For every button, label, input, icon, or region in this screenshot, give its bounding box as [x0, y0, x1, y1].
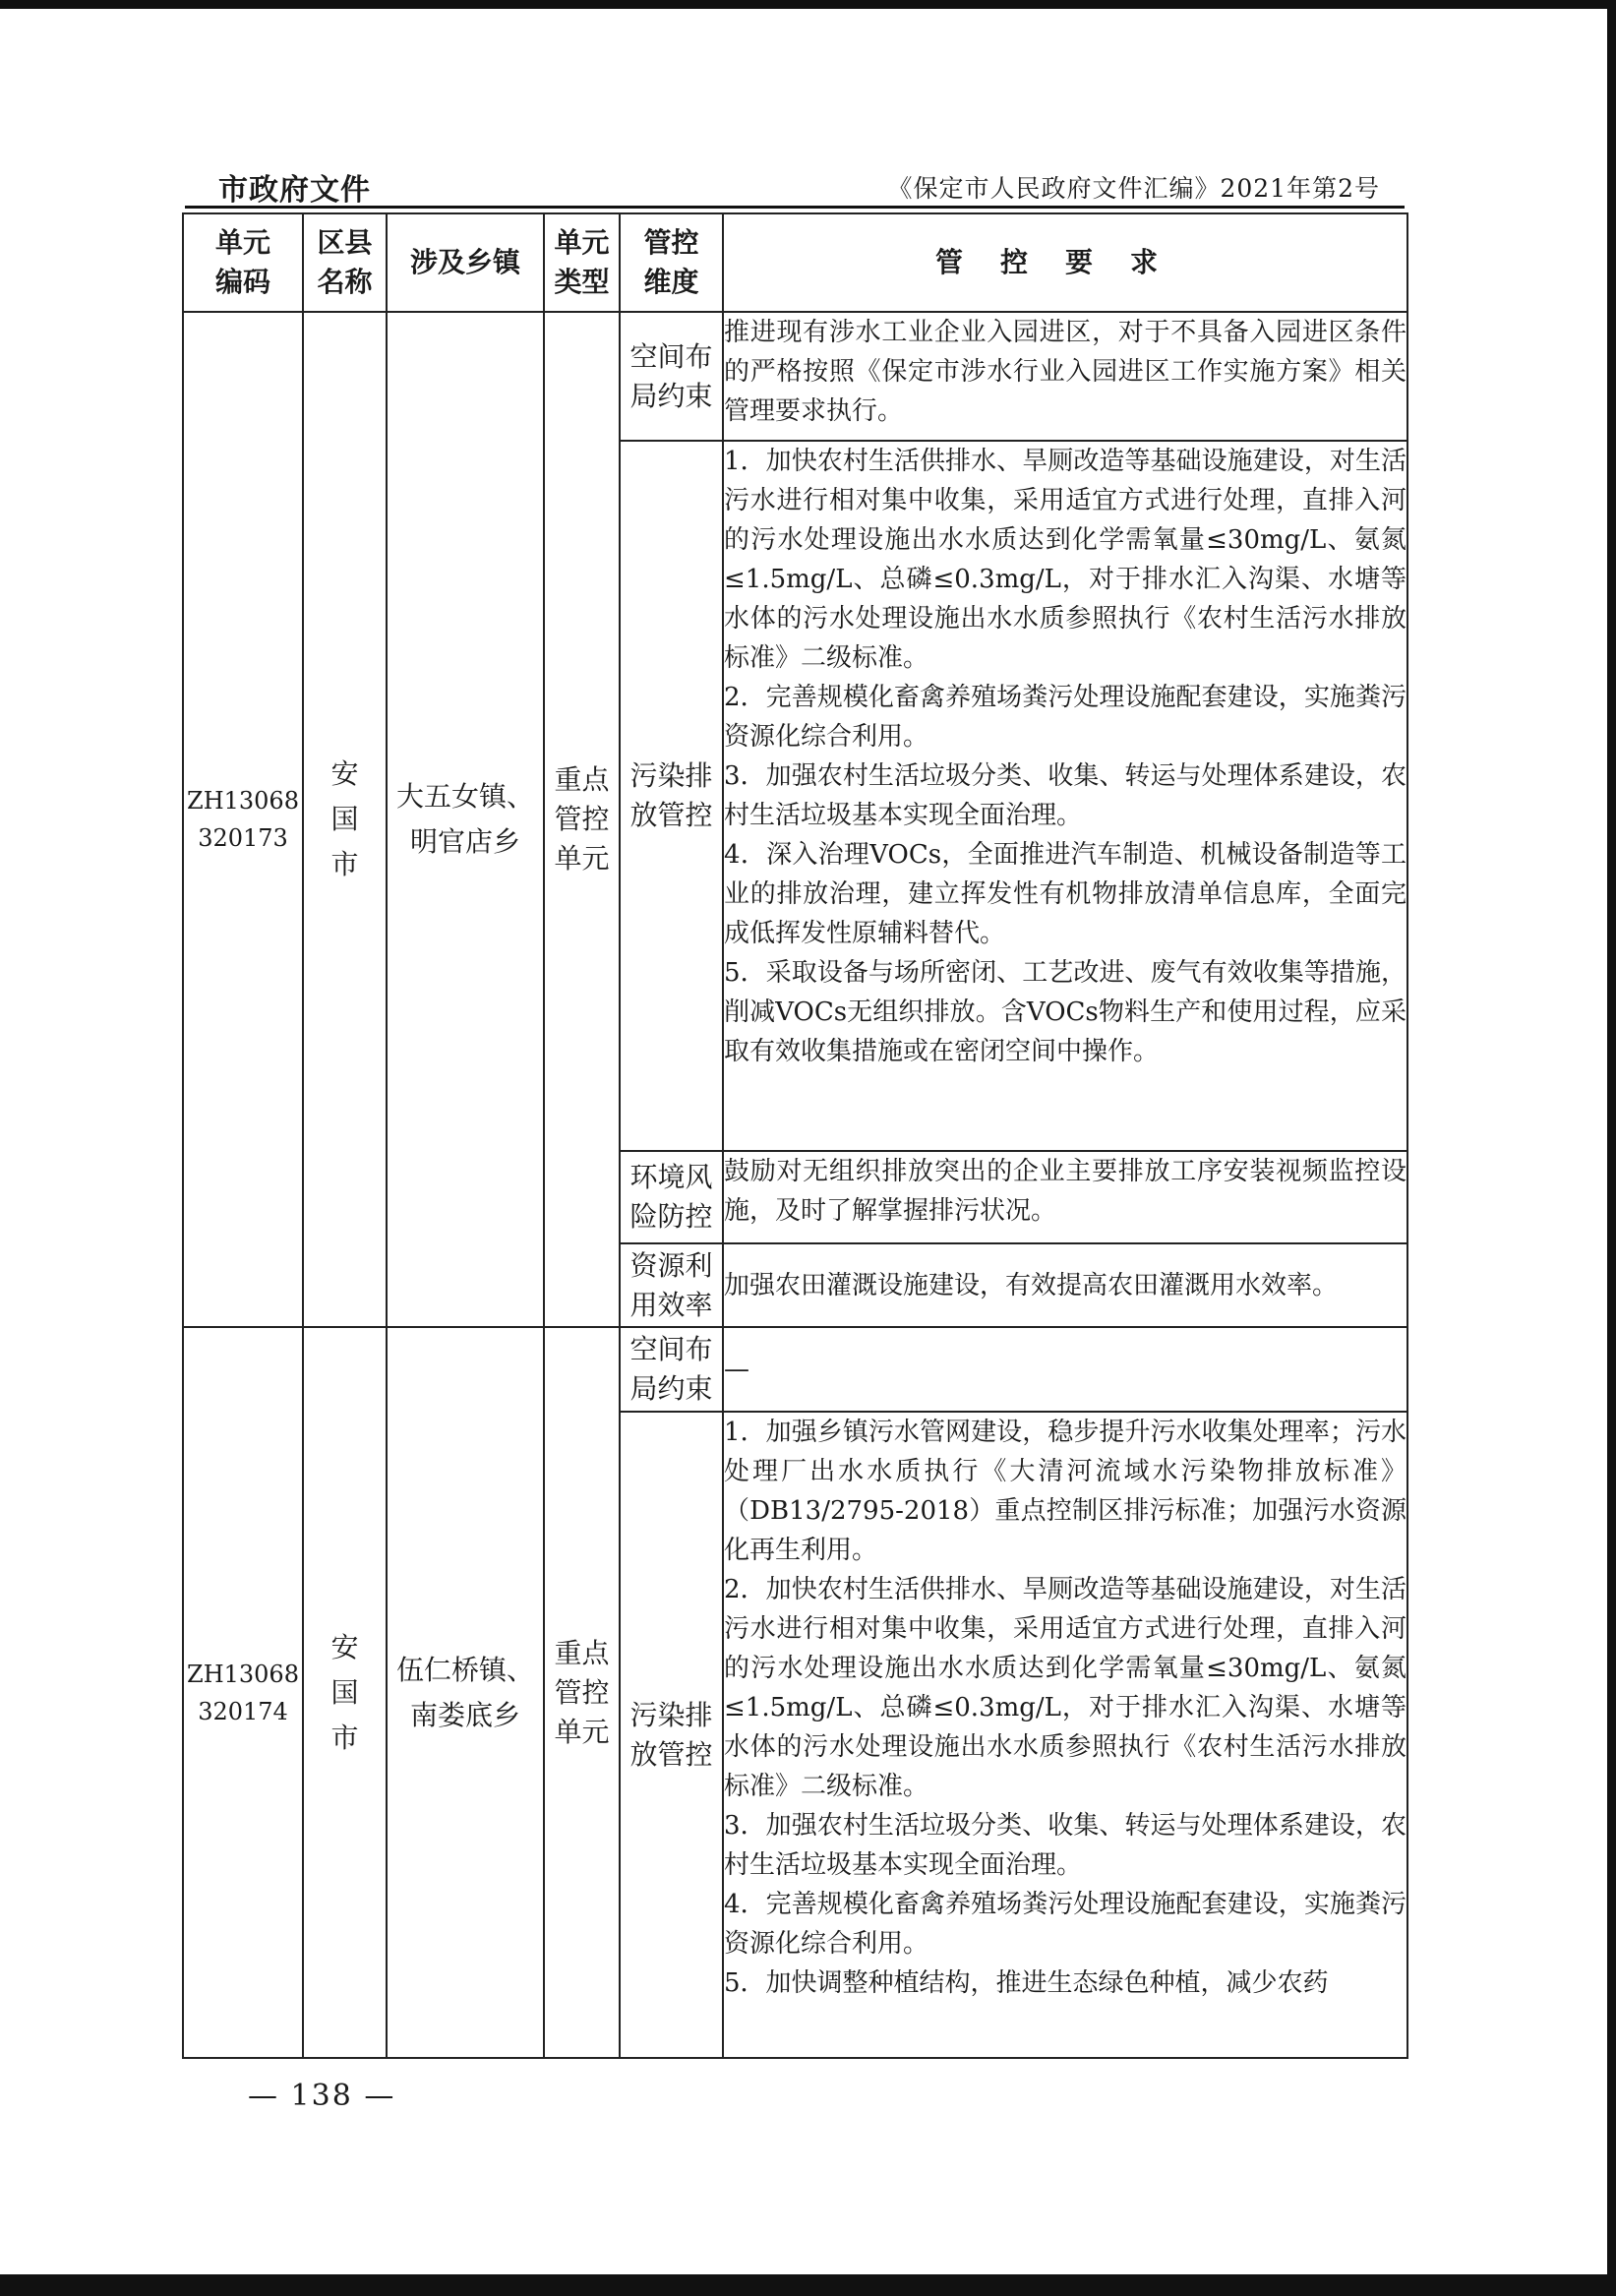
header-unit-type: 单元 类型 — [544, 213, 620, 312]
scan-border-bottom — [0, 2274, 1616, 2296]
header-unit-code: 单元 编码 — [183, 213, 303, 312]
table-row — [183, 1327, 1407, 1412]
header-towns: 涉及乡镇 — [387, 213, 544, 312]
header-requirements: 管控要求 — [723, 213, 1407, 312]
towns: 大五女镇、 明官店乡 — [387, 312, 544, 1327]
county-name: 安 国 市 — [303, 312, 387, 1327]
header-county: 区县 名称 — [303, 213, 387, 312]
county-name: 安 国 市 — [303, 1327, 387, 2058]
header-dimension: 管控 维度 — [620, 213, 723, 312]
table-header-row — [183, 213, 1407, 312]
header-left-title: 市政府文件 — [218, 173, 371, 208]
requirement-text: 推进现有涉水工业企业入园进区，对于不具备入园进区条件的严格按照《保定市涉水行业入园进区工作实施方案》相关管理要求执行。 — [723, 312, 1407, 441]
scan-border-right — [1607, 0, 1616, 2296]
control-dimension: 空间布 局约束 — [620, 1327, 723, 1412]
control-dimension: 环境风 险防控 — [620, 1151, 723, 1243]
requirement-text: 1．加快农村生活供排水、旱厕改造等基础设施建设，对生活污水进行相对集中收集，采用适宜方式进行处理，直排入河的污水处理设施出水水质达到化学需氧量≤30mg/L、氨氮≤1.5mg/L、总磷≤0.3mg/L，对于排水汇入沟渠、水塘等水体的污水处理设施出水水质参照执行《农村生活污水排放标准》二级标准。 2．完善规模化畜禽养殖场粪污处理设施配套建设，实施粪污资源化综合利用。 3．加强农村生活垃圾分类、收集、转运与处理体系建设，农村生活垃圾基本实现全面治理。 4．深入治理VOCs，全面推进汽车制造、机械设备制造等工业的排放治理，建立挥发性有机物排放清单信息库，全面完成低挥发性原辅料替代。 5．采取设备与场所密闭、工艺改进、废气有效收集等措施，削减VOCs无组织排放。含VOCs物料生产和使用过程，应采取有效收集措施或在密闭空间中操作。 — [723, 441, 1407, 1151]
requirement-text: 1．加强乡镇污水管网建设，稳步提升污水收集处理率；污水处理厂出水水质执行《大清河流域水污染物排放标准》（DB13/2795-2018）重点控制区排污标准；加强污水资源化再生利用。 2．加快农村生活供排水、旱厕改造等基础设施建设，对生活污水进行相对集中收集，采用适宜方式进行处理，直排入河的污水处理设施出水水质达到化学需氧量≤30mg/L、氨氮≤1.5mg/L、总磷≤0.3mg/L，对于排水汇入沟渠、水塘等水体的污水处理设施出水水质参照执行《农村生活污水排放标准》二级标准。 3．加强农村生活垃圾分类、收集、转运与处理体系建设，农村生活垃圾基本实现全面治理。 4．完善规模化畜禽养殖场粪污处理设施配套建设，实施粪污资源化综合利用。 5．加快调整种植结构，推进生态绿色种植，减少农药 — [723, 1412, 1407, 2058]
requirement-text: 加强农田灌溉设施建设，有效提高农田灌溉用水效率。 — [723, 1243, 1407, 1327]
control-dimension: 空间布 局约束 — [620, 312, 723, 441]
control-requirements-table — [182, 212, 1408, 2059]
control-dimension: 资源利 用效率 — [620, 1243, 723, 1327]
requirement-text: 鼓励对无组织排放突出的企业主要排放工序安装视频监控设施，及时了解掌握排污状况。 — [723, 1151, 1407, 1243]
table-row — [183, 312, 1407, 441]
requirement-text: — — [723, 1327, 1407, 1412]
header-rule — [185, 206, 1405, 209]
unit-code: ZH13068 320174 — [183, 1327, 303, 2058]
unit-code: ZH13068 320173 — [183, 312, 303, 1327]
control-dimension: 污染排 放管控 — [620, 441, 723, 1151]
towns: 伍仁桥镇、 南娄底乡 — [387, 1327, 544, 2058]
page-number: — 138 — — [248, 2079, 396, 2113]
header-right-title: 《保定市人民政府文件汇编》2021年第2号 — [887, 174, 1380, 203]
unit-type: 重点 管控 单元 — [544, 312, 620, 1327]
unit-type: 重点 管控 单元 — [544, 1327, 620, 2058]
control-dimension: 污染排 放管控 — [620, 1412, 723, 2058]
scan-border-top — [0, 0, 1616, 9]
